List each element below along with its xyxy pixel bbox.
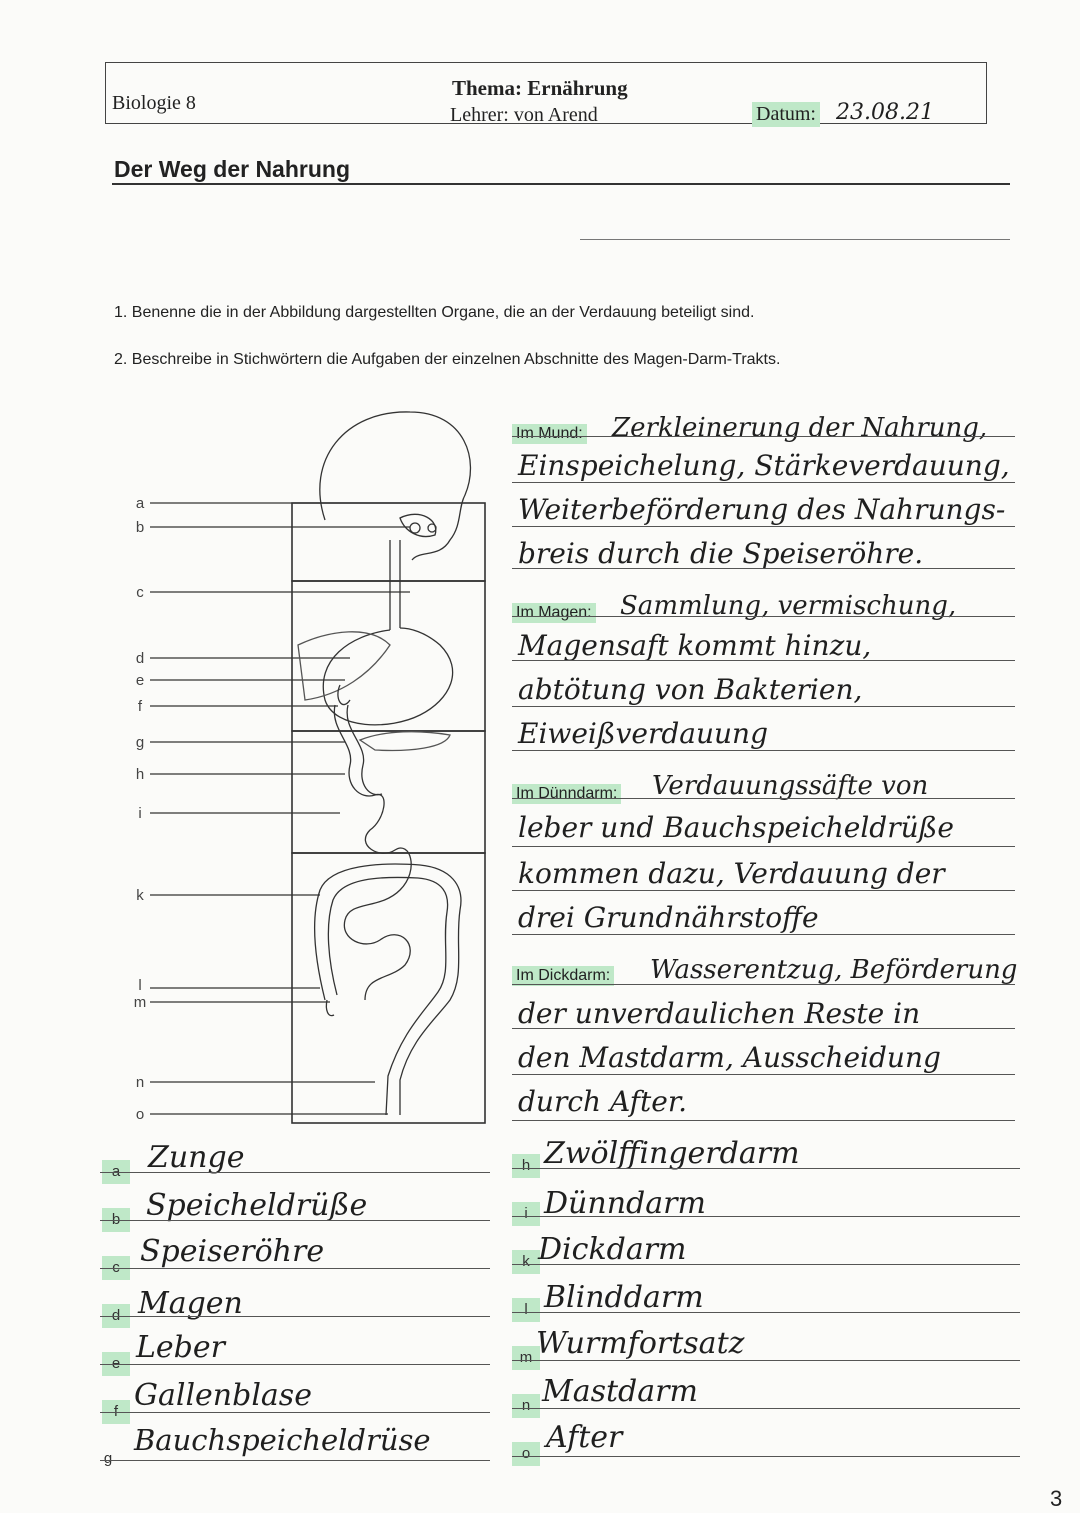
rule <box>512 482 1015 483</box>
rule <box>512 750 1015 751</box>
duenndarm-line-1: Verdauungssäfte von <box>652 771 929 801</box>
answer-letter-b: b <box>102 1208 130 1232</box>
rule <box>512 1028 1015 1029</box>
diagram-letter-g: g <box>135 734 145 751</box>
rule <box>512 436 1015 437</box>
date-label: Datum: <box>752 102 820 127</box>
answer-k: Dickdarm <box>538 1232 687 1267</box>
answer-d: Magen <box>138 1286 243 1321</box>
rule <box>100 1268 490 1269</box>
diagram-letter-c: c <box>136 584 144 601</box>
diagram-letter-b: b <box>135 519 145 536</box>
answer-letter-h: h <box>512 1154 540 1178</box>
rule <box>512 1264 1020 1265</box>
diagram-letter-m: m <box>133 994 147 1011</box>
rule <box>512 616 1015 617</box>
answer-a: Zunge <box>148 1140 245 1175</box>
rule <box>512 1360 1020 1361</box>
rule <box>512 890 1015 891</box>
rule <box>512 1168 1020 1169</box>
duenndarm-line-4: drei Grundnährstoffe <box>518 901 819 934</box>
subject: Biologie 8 <box>112 92 196 114</box>
page-number: 3 <box>1050 1486 1063 1511</box>
rule <box>512 1456 1020 1457</box>
dickdarm-line-1: Wasserentzug, Beförderung <box>650 955 1018 985</box>
rule <box>100 1412 490 1413</box>
rule <box>100 1460 490 1461</box>
duenndarm-line-3: kommen dazu, Verdauung der <box>518 857 945 890</box>
section-label-duenndarm: Im Dünndarm: <box>512 784 621 804</box>
answer-letter-o: o <box>512 1442 540 1466</box>
answer-letter-l: l <box>512 1298 540 1322</box>
answer-l: Blinddarm <box>544 1280 704 1315</box>
answer-letter-g: g <box>103 1450 113 1467</box>
dickdarm-line-4: durch After. <box>518 1085 688 1118</box>
task-2: 2. Beschreibe in Stichwörtern die Aufgaben der einzelnen Abschnitte des Magen-Darm-Trakts. <box>114 351 781 368</box>
answer-letter-i: i <box>512 1202 540 1226</box>
rule <box>512 526 1015 527</box>
rule <box>512 1408 1020 1409</box>
answer-b: Speicheldrüße <box>146 1188 368 1223</box>
rule <box>512 984 1015 985</box>
diagram-letter-k: k <box>136 887 144 904</box>
mund-line-3: Weiterbeförderung des Nahrungs- <box>518 493 1006 526</box>
task-1: 1. Benenne die in der Abbildung dargestellten Organe, die an der Verdauung beteiligt sind. <box>114 304 755 321</box>
rule <box>100 1172 490 1173</box>
answer-g: Bauchspeicheldrüse <box>134 1423 431 1457</box>
mund-line-1: Zerkleinerung der Nahrung, <box>612 413 988 443</box>
answer-letter-e: e <box>102 1352 130 1376</box>
date-value: 23.08.21 <box>836 100 934 125</box>
answer-e: Leber <box>136 1330 225 1365</box>
section-label-dickdarm: Im Dickdarm: <box>512 966 614 986</box>
magen-line-3: abtötung von Bakterien, <box>518 673 863 706</box>
answer-letter-f: f <box>102 1400 130 1424</box>
answer-letter-a: a <box>102 1160 130 1184</box>
answer-o: After <box>546 1420 623 1455</box>
diagram-letter-a: a <box>135 495 145 512</box>
rule <box>100 1220 490 1221</box>
diagram-letter-l: l <box>138 977 142 994</box>
answer-h: Zwölffingerdarm <box>544 1136 800 1171</box>
diagram-letter-n: n <box>135 1074 145 1091</box>
section-label-magen: Im Magen: <box>512 603 596 623</box>
diagram-letter-h: h <box>135 766 145 783</box>
rule <box>512 1074 1015 1075</box>
title-rule <box>112 183 1010 185</box>
magen-line-2: Magensaft kommt hinzu, <box>518 629 872 662</box>
rule <box>512 660 1015 661</box>
answer-letter-k: k <box>512 1250 540 1274</box>
diagram-letter-f: f <box>137 698 143 715</box>
rule <box>512 846 1015 847</box>
diagram-letter-o: o <box>135 1106 145 1123</box>
topic: Thema: Ernährung <box>452 76 628 100</box>
answer-letter-m: m <box>512 1346 540 1370</box>
rule <box>512 1312 1020 1313</box>
magen-line-4: Eiweißverdauung <box>518 717 769 750</box>
teacher: Lehrer: von Arend <box>450 104 598 126</box>
answer-n: Mastdarm <box>542 1374 698 1409</box>
mund-line-4: breis durch die Speiseröhre. <box>518 537 924 570</box>
answer-letter-d: d <box>102 1304 130 1328</box>
section-label-mund: Im Mund: <box>512 424 587 444</box>
diagram-letter-e: e <box>135 672 145 689</box>
rule <box>512 706 1015 707</box>
answer-c: Speiseröhre <box>140 1234 325 1269</box>
rule <box>512 934 1015 935</box>
answer-f: Gallenblase <box>134 1378 312 1413</box>
answer-i: Dünndarm <box>544 1186 706 1221</box>
rule <box>100 1364 490 1365</box>
rule <box>512 1216 1020 1217</box>
rule <box>512 568 1015 569</box>
answer-letter-c: c <box>102 1256 130 1280</box>
mund-line-2: Einspeichelung, Stärkeverdauung, <box>518 449 1010 482</box>
answer-m: Wurmfortsatz <box>536 1326 745 1361</box>
name-line <box>580 239 1010 240</box>
magen-line-1: Sammlung, vermischung, <box>620 591 957 621</box>
dickdarm-line-3: den Mastdarm, Ausscheidung <box>518 1041 941 1074</box>
rule <box>512 798 1015 799</box>
rule <box>100 1316 490 1317</box>
answer-letter-n: n <box>512 1394 540 1418</box>
diagram-letter-i: i <box>138 805 142 822</box>
diagram-letter-d: d <box>135 650 145 667</box>
rule <box>512 1120 1015 1121</box>
duenndarm-line-2: leber und Bauchspeicheldrüße <box>518 811 954 844</box>
dickdarm-line-2: der unverdaulichen Reste in <box>518 997 921 1030</box>
digestive-tract-diagram <box>120 400 500 1130</box>
page-title: Der Weg der Nahrung <box>114 156 350 182</box>
